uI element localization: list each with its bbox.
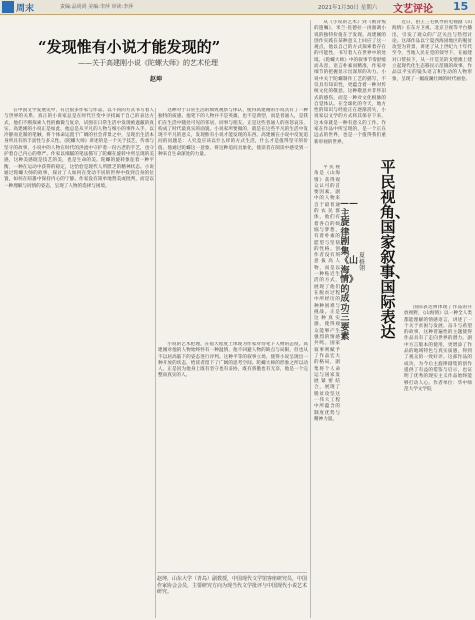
- article-paragraph: 小说的艺术伦理，在很大程度上体现为作家对待笔下人物的态度。高建刚对他的人物始终怀有一种温情，他不回避人物的缺点与局限，但也从不以居高临下的姿态进行评判。这种平等的叙事立场，使得小说呈现出一种开放的状态，给读者留下了广阔的思考空间。陀螺大师的形象之所以动人，正是因为他身上既有坚守也有妥协，既有骄傲也有无奈，他是一个完整而真实的人。: [158, 342, 308, 379]
- page-header: [0, 0, 475, 15]
- article-column-1: [4, 108, 154, 620]
- issue-date: 2021年1月30日 星期六: [318, 5, 378, 11]
- author-bio: 赵坤，山东大学（青岛）副教授，中国现代文学馆客座研究员，中国作家协会会员，主要研究方向为现当代文学批评与中国现代小说艺术研究。: [157, 576, 308, 595]
- right-article-subtitle: ——主旋律剧集《山海情》的成功三要素: [340, 199, 359, 342]
- article-column-3: [314, 20, 386, 160]
- column-divider: [310, 20, 311, 618]
- right-article-column-c: [404, 305, 472, 617]
- article-paragraph: 这种对于日常生活的细致观察与体认，使得高建刚的小说具有了一种独特的质感。他笔下的人物并不是英雄，也不是典型，而是普通人，是我们在生活中随处可见的邻居、同事与朋友。正是这些普通人的喜怒哀乐，构成了时代最真实的面貌。小说家所要做的，就是在这些平凡的生活中发现不平凡的意义，发现惟有小说才能发现的东西。高建刚在小说中反复追问的问题是：人究竟应该以什么样的方式生活，什么才是值得坚守的价值。他通过陀螺这一意象，将这种追问具象化，使读者在阅读中感受到一种来自生命深处的力量。: [158, 108, 308, 158]
- page-number: 15: [453, 0, 469, 13]
- right-article-title: 平民视角、国家叙事、国际表达: [380, 158, 411, 341]
- article-byline: 赵坤: [150, 76, 163, 83]
- right-article-column-b: [314, 165, 340, 615]
- article-title: “发现惟有小说才能发现的”: [38, 38, 221, 56]
- article-paragraph: 在中国文学发展史中，有过很多作家与作品，以不同的方式书写着人与世界的关系，真正的小说家总是在时代巨变中寻找属于自己的表达方式，他们不断探索人性的幽微与复杂，试图在日常生活中发现被遮蔽的真实。高建刚的小说正是如此，他总是从平凡的人物与细小的事件入手，以冷静而克制的笔触，将个体命运置于广阔的社会背景之中，呈现出生活本身所具有的丰富性与多义性。《陀螺大师》讲述的是一个关于技艺、传承与坚守的故事，小说中的人物在时代的洪流中守护着一份古老的手艺，也守护着自己内心的尊严。作家以细腻的笔法描写了陀螺在旋转中所呈现的美感，这种美感既是技艺的美，也是生命的美。陀螺的旋转象征着一种平衡，一种在运动中获得的稳定，这恰恰是现代人所匮乏的精神状态。小说通过陀螺大师的故事，探讨了人如何在变动不居的世界中找到自身的位置，如何在喧嚣中保持内心的宁静。作家没有简单地赞美或批判，而是以一种理解与同情的姿态，呈现了人物的选择与困境。: [4, 108, 154, 189]
- right-article-column-a: [392, 20, 472, 160]
- weekend-label: 周末: [16, 4, 35, 14]
- article-column-2-top: [158, 108, 308, 340]
- article-paragraph: 平民视角是《山海情》获得观众认可的首要因素。剧中的人物来自于最普通的农民群体，他们有着各自的烦恼与梦想，有着朴素的愿望与坚韧的性格。创作者没有刻意拔高人物，而是以一种贴近生活的方式，展现了他们在脱贫过程中所经历的种种困难与挑战。正是这种真实感，使得观众能够产生强烈的情感共鸣。国家叙事则赋予了作品宏大的格局，剧集将个人命运与国家发展紧密结合，展现了脱贫攻坚这一伟大工程中所蕴含的制度优势与精神力量。: [314, 165, 340, 422]
- article-subtitle: ——关于高建刚小说《陀螺大师》的艺术伦理: [78, 59, 218, 67]
- article-paragraph: 国际表达则体现了作品的开放视野，《山海情》以一种全人类都能理解的情感语言，讲述了一个关于贫困与发展、奋斗与希望的故事，这种普遍性的主题使得作品具有了走向世界的潜力。剧中方言版本的使用，更增添了作品的地域特色与真实质感，得到了观众的一致好评。这部作品的成功，为今后主旋律剧集的创作提供了有益的借鉴与启示，也证明了优秀的现实主义作品始终能够打动人心。作者单位：华中师范大学文学院: [404, 305, 472, 392]
- section-title: 文艺评论: [393, 4, 433, 15]
- article-paragraph: 近日，由王三毛执导的电视剧《山海情》在东方卫视、北京卫视等平台播出，引发了观众的广泛关注与热烈讨论。这部作品以宁夏西海固地区的脱贫攻坚为背景，讲述了从上世纪九十年代至今，当地人民在党的领导下，在福建对口帮扶下，从一片荒芜的戈壁滩上建立起现代化生态移民示范镇的故事。作品以平实的镜头语言和生动的人物形象，呈现了一幅波澜壮阔的时代画卷。: [392, 20, 472, 82]
- editor-credits: 责编:品尚尚 美编:李萍 审读:李萍: [60, 4, 134, 10]
- column-divider: [155, 108, 156, 618]
- article-paragraph: 从《小说的艺术》到《被背叛的遗嘱》，米兰·昆德拉一再强调小说的独特价值在于发现。高建刚的创作实践在某种意义上回应了这一观点，他以自己的方式探索着存在的可能性，书写着人在世界中的处境。《陀螺大师》中的叙事节奏舒缓而从容，语言朴素而精准，作家对细节的把握显示出深厚的功力。小说中关于陀螺制作工艺的描写，不仅具有知识性，更蕴含着一种对传统文化的敬意。这种敬意并非怀旧式的感伤，而是一种对文化根脉的自觉体认。在全球化的今天，地方性的知识与经验正在逐渐消失，小说家以文学的方式将其保存下来，这本身就是一种有意义的工作。作家在作品中所呈现的，是一个正在远去的世界，也是一个值得我们重新审视的世界。: [314, 20, 386, 145]
- article-column-2-bottom: [158, 342, 308, 572]
- bio-divider: [157, 572, 307, 573]
- newspaper-logo-icon: [2, 1, 14, 13]
- right-article-author: 夏格翎: [358, 252, 365, 272]
